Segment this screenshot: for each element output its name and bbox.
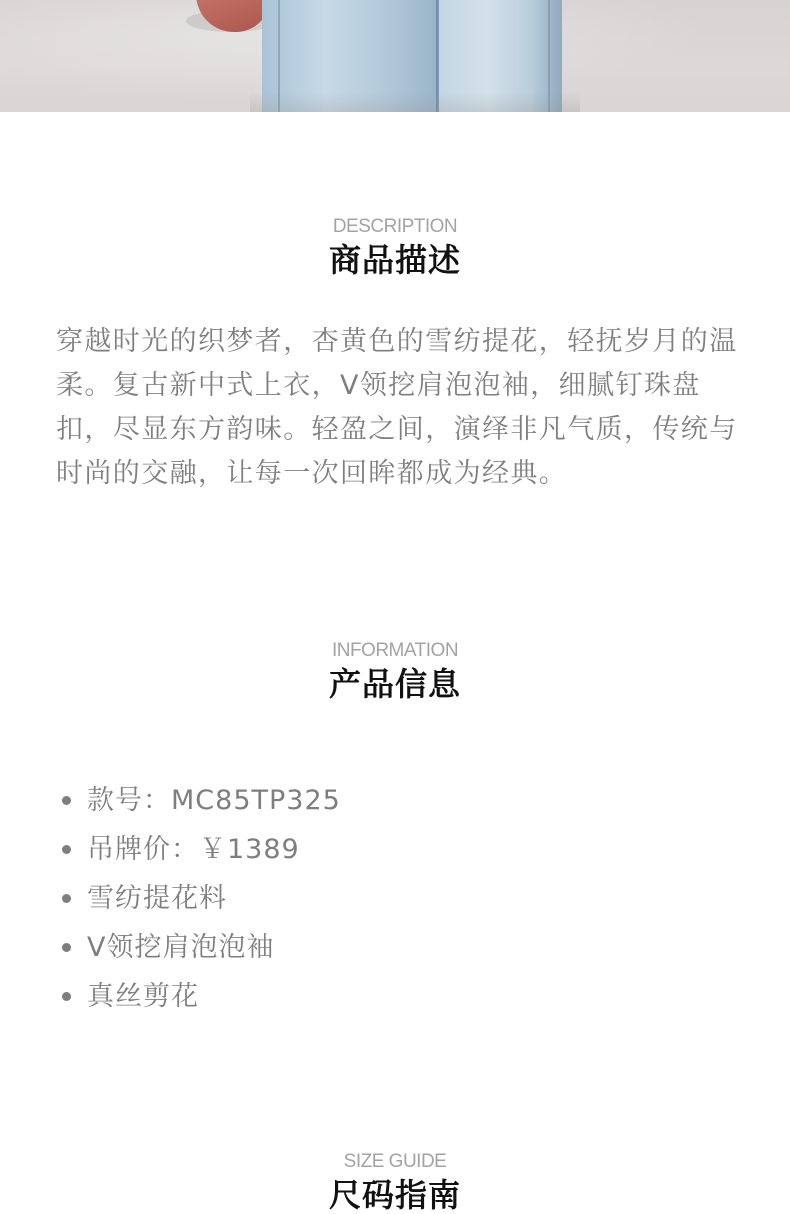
info-item-text: V领挖肩泡泡袖 bbox=[87, 932, 275, 963]
info-item-text: 吊牌价：￥1389 bbox=[87, 834, 300, 865]
size-guide-heading-en: SIZE GUIDE bbox=[343, 1151, 447, 1172]
info-item-style-number bbox=[60, 776, 341, 825]
bullet-icon bbox=[62, 796, 71, 805]
info-item-text: 真丝剪花 bbox=[87, 981, 199, 1012]
bullet-icon bbox=[62, 992, 71, 1001]
description-heading-en: DESCRIPTION bbox=[332, 216, 458, 237]
info-item-tag-price bbox=[60, 825, 341, 874]
description-heading-cn: 商品描述 bbox=[328, 241, 461, 279]
info-item-text: 款号：MC85TP325 bbox=[87, 785, 341, 816]
information-heading-en: INFORMATION bbox=[331, 640, 459, 661]
bullet-icon bbox=[62, 845, 71, 854]
photo-floor-shadow bbox=[250, 92, 580, 112]
product-photo bbox=[0, 0, 790, 112]
info-item-text: 雪纺提花料 bbox=[87, 883, 227, 914]
description-text: 穿越时光的织梦者，杏黄色的雪纺提花，轻抚岁月的温柔。复古新中式上衣，V领挖肩泡泡袖，细腻钉珠盘扣，尽显东方韵味。轻盈之间，演绎非凡气质，传统与时尚的交融，让每一次回眸都成为经典。 bbox=[56, 326, 738, 489]
info-item-silk-cutwork bbox=[60, 972, 341, 1021]
info-item-neckline-sleeves bbox=[60, 923, 341, 972]
bullet-icon bbox=[62, 943, 71, 952]
size-guide-heading-cn: 尺码指南 bbox=[328, 1176, 461, 1214]
information-heading-cn: 产品信息 bbox=[328, 665, 461, 703]
info-item-fabric bbox=[60, 874, 341, 923]
product-info-list bbox=[60, 776, 341, 1021]
bullet-icon bbox=[62, 894, 71, 903]
